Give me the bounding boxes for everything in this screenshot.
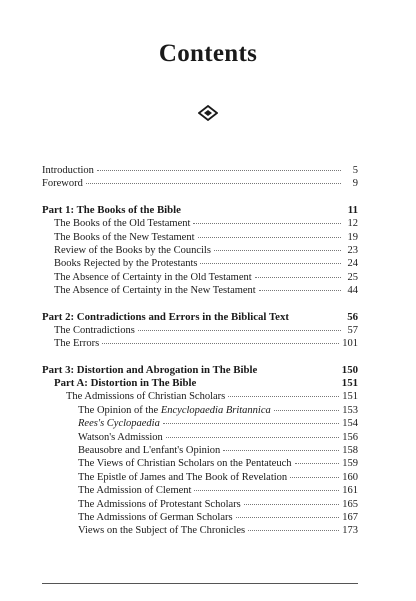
toc-entry[interactable]: [42, 471, 358, 484]
toc-entry-label: Part 1: The Books of the Bible: [42, 203, 181, 216]
toc-entry-label-prefix: The Opinion of the: [78, 404, 161, 416]
toc-entry-page: 160: [342, 471, 358, 483]
toc-entry-label: Books Rejected by the Protestants: [54, 258, 198, 270]
toc-entry-label: Beausobre and L'enfant's Opinion: [78, 445, 221, 457]
toc-entry-label: The Admissions of Christian Scholars: [66, 391, 226, 403]
toc-entry[interactable]: [42, 431, 358, 444]
toc-entry[interactable]: [42, 498, 358, 511]
dot-leader: [166, 437, 339, 438]
dot-leader: [97, 170, 341, 171]
toc-entry-page: 156: [342, 431, 358, 443]
toc-entry-page: 23: [347, 244, 358, 256]
toc-entry-label: The Books of the Old Testament: [54, 218, 191, 230]
toc-entry[interactable]: [42, 284, 358, 297]
toc-entry[interactable]: [42, 444, 358, 457]
toc-entry-label: The Books of the New Testament: [54, 231, 195, 243]
toc-entry-page: 150: [341, 363, 358, 376]
toc-entry-label: Review of the Books by the Councils: [54, 244, 211, 256]
toc-entry-label: The Absence of Certainty in the Old Testament: [54, 271, 252, 283]
dot-leader: [86, 183, 341, 184]
toc-entry-page: 151: [341, 377, 358, 390]
dot-leader: [223, 450, 339, 451]
toc-entry-page: 56: [347, 310, 358, 323]
toc-entry[interactable]: [42, 404, 358, 417]
dot-leader: [248, 530, 339, 531]
dot-leader: [193, 223, 341, 224]
toc-entry-page: 154: [342, 418, 358, 430]
toc-entry-label: The Admissions of German Scholars: [78, 511, 233, 523]
toc-entry[interactable]: [42, 484, 358, 497]
toc-entry-page: 167: [342, 511, 358, 523]
dot-leader: [138, 330, 341, 331]
dot-leader: [163, 423, 339, 424]
toc-part-3a-heading[interactable]: [42, 377, 358, 390]
toc-entry[interactable]: [42, 511, 358, 524]
toc-entry[interactable]: [42, 244, 358, 257]
toc-entry-page: 158: [342, 445, 358, 457]
toc-entry[interactable]: [42, 524, 358, 537]
toc-entry[interactable]: [42, 257, 358, 270]
toc-part-2-heading[interactable]: [42, 311, 358, 324]
toc-entry-label: Part 2: Contradictions and Errors in the Biblical Text: [42, 310, 289, 323]
toc-entry-label: The Admissions of Protestant Scholars: [78, 498, 241, 510]
dot-leader: [214, 250, 341, 251]
toc-entry-label: The Contradictions: [54, 324, 135, 336]
toc-entry-page: 153: [342, 404, 358, 416]
footer-rule: [42, 583, 358, 584]
toc-entry-label: The Errors: [54, 338, 100, 350]
toc-entry[interactable]: [42, 337, 358, 350]
section-gap: [42, 191, 358, 204]
toc-entry-page: 57: [347, 324, 358, 336]
dot-leader: [255, 277, 341, 278]
toc-entry-page: 165: [342, 498, 358, 510]
toc-entry-label: Introduction: [42, 165, 94, 176]
toc-entry-introduction[interactable]: [42, 164, 358, 177]
diamond-ornament-icon: [198, 105, 218, 121]
toc-entry-page: 12: [347, 218, 358, 230]
section-gap: [42, 351, 358, 364]
toc-entry[interactable]: [42, 231, 358, 244]
dot-leader: [194, 490, 339, 491]
toc-entry[interactable]: [42, 457, 358, 470]
toc-entry-page: 161: [342, 485, 358, 497]
toc-entry[interactable]: [42, 271, 358, 284]
section-gap: [42, 298, 358, 311]
dot-leader: [295, 463, 340, 464]
dot-leader: [244, 504, 340, 505]
toc-entry-page: 173: [342, 525, 358, 537]
toc-entry-page: 11: [347, 203, 358, 216]
toc-entry-page: 159: [342, 458, 358, 470]
dot-leader: [290, 477, 339, 478]
dot-leader: [236, 517, 340, 518]
dot-leader: [259, 290, 341, 291]
toc-entry-label: The Admission of Clement: [78, 485, 192, 497]
toc-entry-page: 19: [347, 231, 358, 243]
toc-entry-label: Views on the Subject of The Chronicles: [78, 525, 246, 537]
toc-part-1-heading[interactable]: [42, 204, 358, 217]
dot-leader: [274, 410, 339, 411]
toc-entry[interactable]: [42, 324, 358, 337]
toc-entry[interactable]: [42, 417, 358, 430]
toc-entry[interactable]: [42, 390, 358, 403]
toc-entry-page: 44: [347, 285, 358, 297]
page-title: Contents: [158, 40, 258, 67]
toc-entry[interactable]: [42, 217, 358, 230]
dot-leader: [198, 237, 342, 238]
table-of-contents: [42, 164, 358, 538]
dot-leader: [102, 343, 339, 344]
toc-entry-page: 25: [347, 271, 358, 283]
toc-entry-label: Part A: Distortion in The Bible: [54, 377, 197, 390]
toc-part-3-heading[interactable]: [42, 364, 358, 377]
toc-entry-foreword[interactable]: [42, 177, 358, 190]
toc-entry-label-italic: Rees's Cyclopaedia: [78, 418, 160, 430]
toc-entry-label: The Absence of Certainty in the New Testament: [54, 285, 256, 297]
toc-entry-page: 5: [352, 165, 358, 176]
toc-entry-label: The Epistle of James and The Book of Revelation: [78, 471, 288, 483]
toc-entry-label-italic: Encyclopaedia Britannica: [160, 404, 271, 416]
toc-entry-label: The Views of Christian Scholars on the Pentateuch: [78, 458, 292, 470]
toc-entry-page: 9: [352, 178, 358, 190]
toc-entry-page: 151: [342, 391, 358, 403]
toc-entry-label: Watson's Admission: [78, 431, 163, 443]
toc-entry-label: [78, 404, 271, 417]
toc-entry-label: Foreword: [42, 178, 83, 190]
dot-leader: [200, 263, 341, 264]
toc-entry-label: [78, 417, 160, 430]
toc-entry-label: Part 3: Distortion and Abrogation in The Bible: [42, 363, 258, 376]
dot-leader: [228, 396, 339, 397]
toc-entry-page: 24: [347, 258, 358, 270]
toc-entry-page: 101: [342, 338, 358, 350]
